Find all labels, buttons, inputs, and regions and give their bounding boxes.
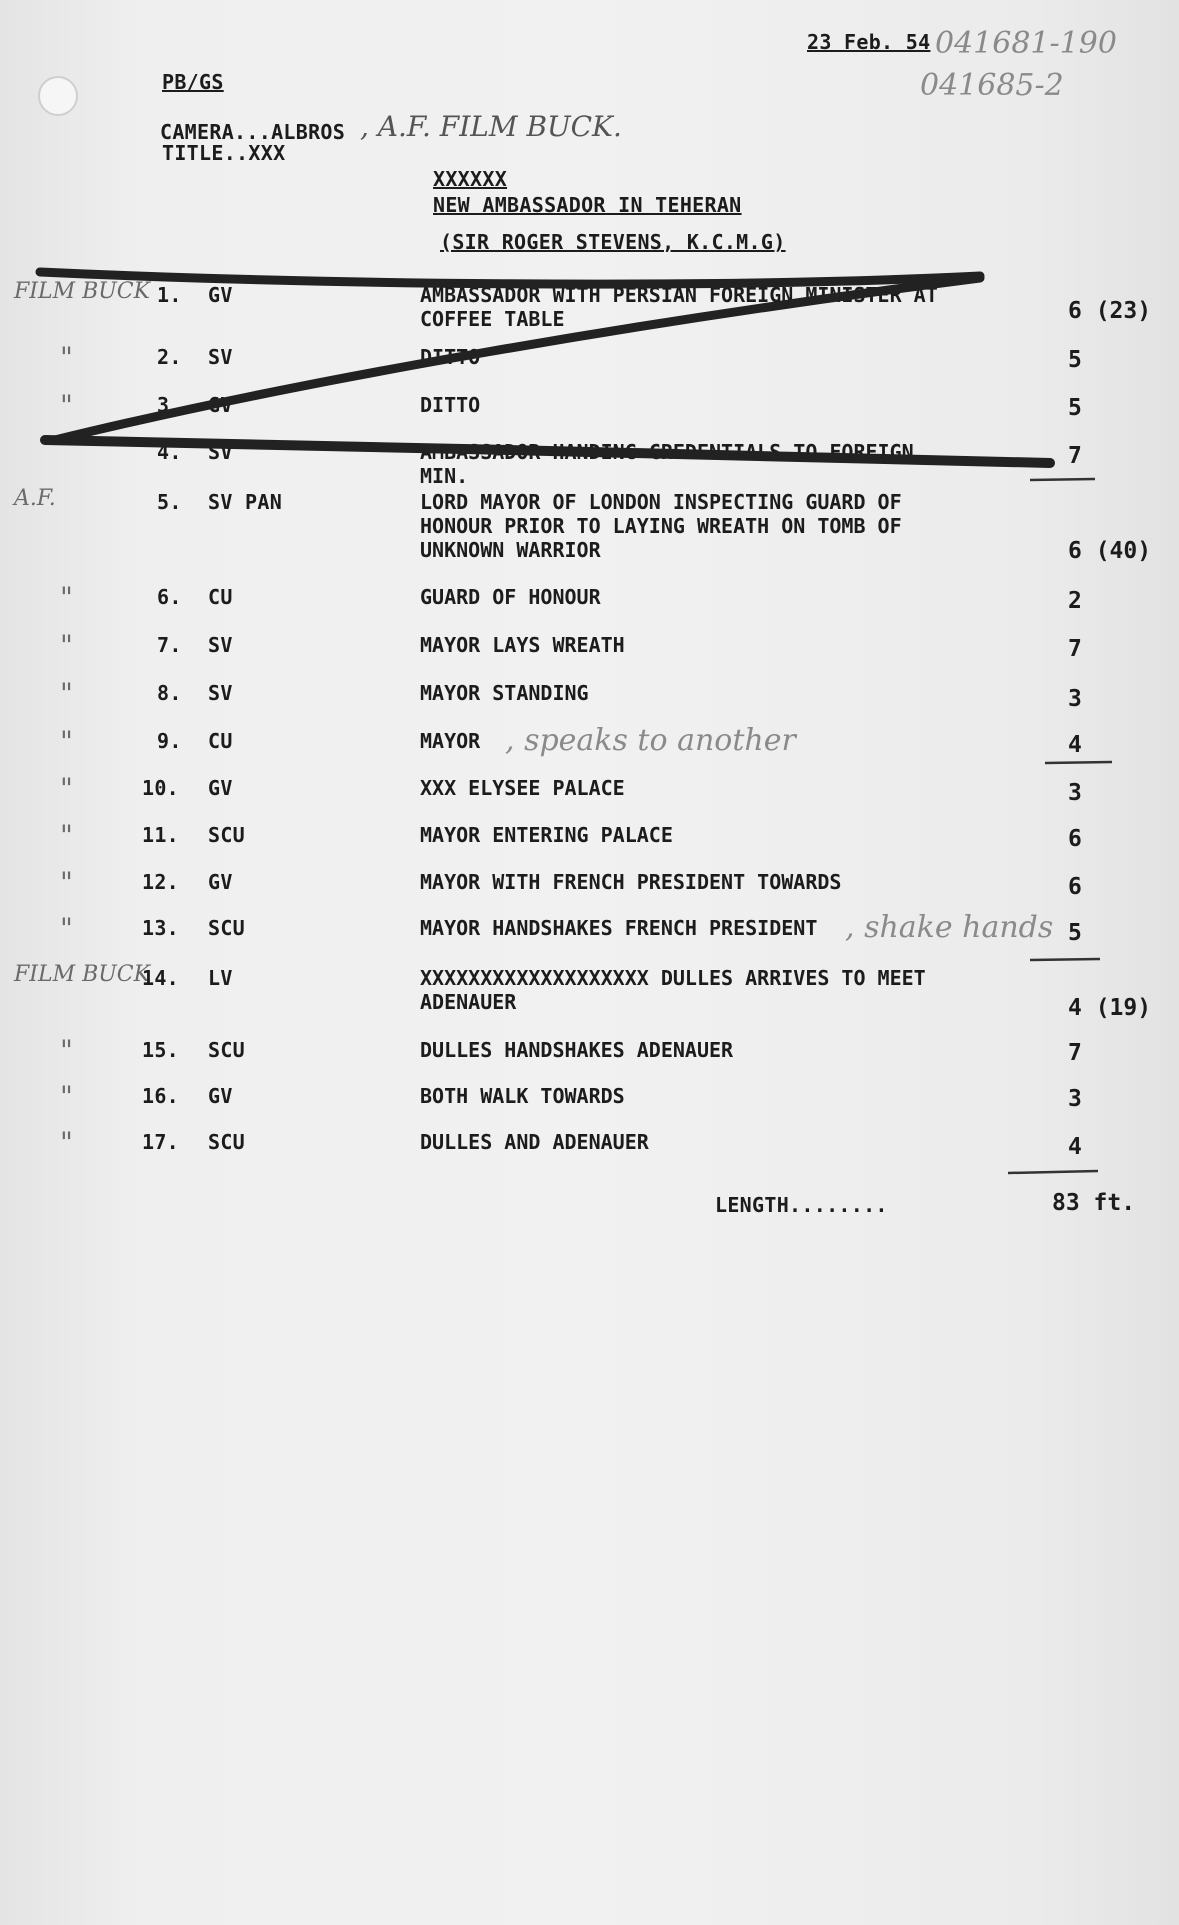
shot-type: SV <box>208 633 233 657</box>
shot-mark: " <box>60 581 73 614</box>
shot-number: 5. <box>157 490 182 514</box>
shot-number: 16. <box>142 1084 180 1108</box>
shot-number: 17. <box>142 1130 180 1154</box>
shot-type: GV <box>208 1084 233 1108</box>
shot-mark: " <box>60 341 73 374</box>
shot-mark: " <box>60 389 73 422</box>
shot-type: GV <box>208 776 233 800</box>
shot-footage: 4 <box>1068 1134 1082 1160</box>
strike-shot-4 <box>45 440 1050 463</box>
shot-mark: " <box>60 819 73 852</box>
shot-mark: FILM BUCK <box>14 962 151 987</box>
shot-description: XXXXXXXXXXXXXXXXXXX DULLES ARRIVES TO MEET ADENAUER <box>420 966 926 1014</box>
title-line: TITLE..XXX <box>162 141 286 165</box>
shot-type: GV <box>208 870 233 894</box>
shot-type: CU <box>208 729 233 753</box>
shot-description: MAYOR HANDSHAKES FRENCH PRESIDENT <box>420 916 818 940</box>
shot-number: 1. <box>157 283 182 307</box>
shot-footage: 4 (19) <box>1068 995 1152 1021</box>
strike-diagonal <box>55 278 980 440</box>
shot-footage: 6 (40) <box>1068 538 1152 564</box>
camera-line: CAMERA...ALBROS <box>160 120 346 144</box>
shot-number: 3. <box>157 393 182 417</box>
shot-type: GV <box>208 283 233 307</box>
shot-description: MAYOR ENTERING PALACE <box>420 823 673 847</box>
shot-handwritten-note: , shake hands <box>845 910 1054 945</box>
shot-type: SCU <box>208 823 246 847</box>
shot-description: MAYOR LAYS WREATH <box>420 633 625 657</box>
shot-mark: " <box>60 1034 73 1067</box>
shot-number: 9. <box>157 729 182 753</box>
total-underline-4 <box>1008 1171 1098 1173</box>
shot-footage: 3 <box>1068 1086 1082 1112</box>
shot-number: 6. <box>157 585 182 609</box>
shot-description: DULLES HANDSHAKES ADENAUER <box>420 1038 734 1062</box>
shot-description: XXX ELYSEE PALACE <box>420 776 625 800</box>
shot-type: CU <box>208 585 233 609</box>
shot-footage: 7 <box>1068 636 1082 662</box>
shot-description: GUARD OF HONOUR <box>420 585 601 609</box>
handwritten-ref-1: 041681-190 <box>935 26 1117 61</box>
shot-footage: 3 <box>1068 780 1082 806</box>
total-underline-1 <box>1030 479 1095 480</box>
shot-mark: " <box>60 725 73 758</box>
shot-footage: 7 <box>1068 443 1082 469</box>
shot-mark: " <box>60 1126 73 1159</box>
shot-footage: 6 (23) <box>1068 298 1152 324</box>
story-struck: XXXXXX <box>433 167 508 191</box>
shot-description: AMBASSADOR HANDING CREDENTIALS TO FOREIGN MIN. <box>420 440 914 488</box>
shot-number: 11. <box>142 823 180 847</box>
shot-mark: " <box>60 866 73 899</box>
shot-type: SCU <box>208 1038 246 1062</box>
shot-description: AMBASSADOR WITH PERSIAN FOREIGN MINISTER AT COFFEE TABLE <box>420 283 938 331</box>
initials: PB/GS <box>162 70 224 94</box>
story-subtitle: (SIR ROGER STEVENS, K.C.M.G) <box>440 230 786 254</box>
shot-description: DULLES AND ADENAUER <box>420 1130 649 1154</box>
shot-mark: FILM BUCK <box>14 279 151 304</box>
shot-type: GV <box>208 393 233 417</box>
shot-description: MAYOR WITH FRENCH PRESIDENT TOWARDS <box>420 870 842 894</box>
shot-type: SV <box>208 345 233 369</box>
shot-footage: 5 <box>1068 395 1082 421</box>
shot-footage: 5 <box>1068 920 1082 946</box>
shot-number: 12. <box>142 870 180 894</box>
shot-handwritten-note: , speaks to another <box>505 723 796 758</box>
story-title: NEW AMBASSADOR IN TEHERAN <box>433 193 742 217</box>
shot-type: SV <box>208 681 233 705</box>
shot-type: SV PAN <box>208 490 283 514</box>
shot-mark: " <box>60 1080 73 1113</box>
handwritten-ref-2: 041685-2 <box>920 68 1064 103</box>
shot-footage: 6 <box>1068 826 1082 852</box>
shot-description: DITTO <box>420 393 481 417</box>
shot-description: BOTH WALK TOWARDS <box>420 1084 625 1108</box>
shot-type: SV <box>208 440 233 464</box>
shot-number: 7. <box>157 633 182 657</box>
total-underline-3 <box>1030 959 1100 960</box>
shot-mark: " <box>60 629 73 662</box>
shot-description: DITTO <box>420 345 481 369</box>
shot-number: 13. <box>142 916 180 940</box>
shot-footage: 4 <box>1068 732 1082 758</box>
shot-description: LORD MAYOR OF LONDON INSPECTING GUARD OF HONOUR PRIOR TO LAYING WREATH ON TOMB OF UNKNOWN WARRIOR <box>420 490 902 562</box>
shot-mark: " <box>60 912 73 945</box>
shot-number: 15. <box>142 1038 180 1062</box>
shot-type: SCU <box>208 916 246 940</box>
document-date: 23 Feb. 54 <box>807 30 931 54</box>
shot-mark: A.F. <box>14 486 56 511</box>
shot-footage: 3 <box>1068 686 1082 712</box>
camera-handwritten: , A.F. FILM BUCK. <box>360 110 622 143</box>
shot-type: SCU <box>208 1130 246 1154</box>
total-underline-2 <box>1045 762 1112 763</box>
shot-type: LV <box>208 966 233 990</box>
shot-mark: " <box>60 772 73 805</box>
shot-number: 14. <box>142 966 180 990</box>
shot-number: 8. <box>157 681 182 705</box>
shot-footage: 6 <box>1068 874 1082 900</box>
shot-footage: 5 <box>1068 347 1082 373</box>
shot-number: 4. <box>157 440 182 464</box>
shot-description: MAYOR STANDING <box>420 681 589 705</box>
shot-number: 2. <box>157 345 182 369</box>
shot-description: MAYOR <box>420 729 481 753</box>
strike-shot-1 <box>40 272 980 284</box>
length-value: 83 ft. <box>1052 1190 1136 1216</box>
shot-mark: " <box>60 677 73 710</box>
shot-number: 10. <box>142 776 180 800</box>
shot-footage: 7 <box>1068 1040 1082 1066</box>
length-label: LENGTH........ <box>715 1193 888 1217</box>
shot-footage: 2 <box>1068 588 1082 614</box>
